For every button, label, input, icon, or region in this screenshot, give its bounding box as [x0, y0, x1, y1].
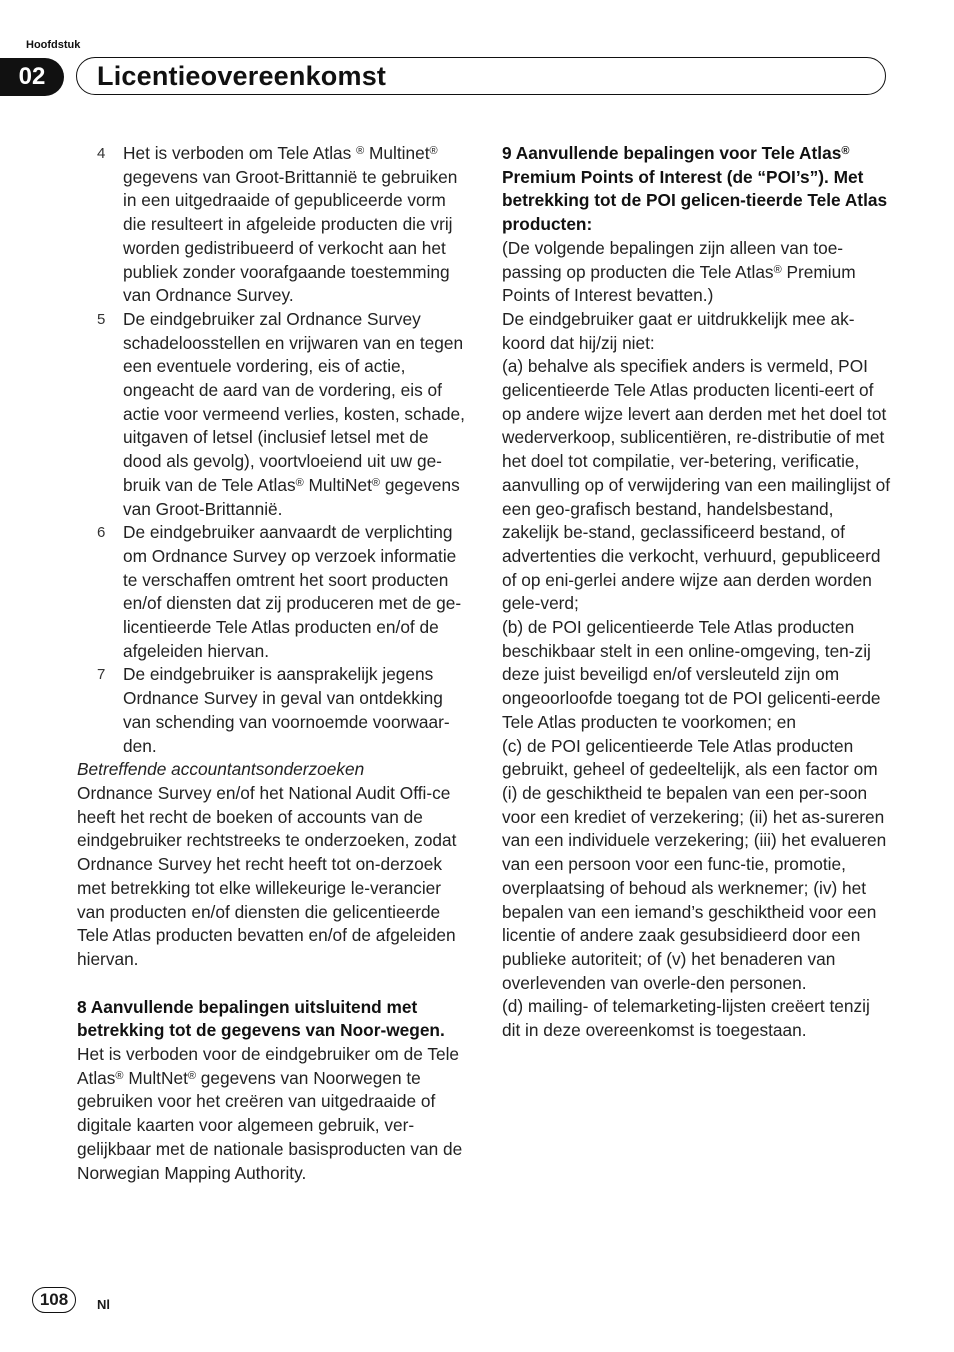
- left-column: [77, 142, 465, 1185]
- language-code: Nl: [97, 1297, 110, 1312]
- section-9-heading: 9 Aanvullende bepalingen voor Tele Atlas® Premium Points of Interest (de “POI’s”). Met betrekking tot de POI gelicen-tieerde Tele Atlas producten:: [502, 143, 888, 235]
- list-number: 4: [97, 145, 106, 162]
- section-9-intro: (De volgende bepalingen zijn alleen van toe-passing op producten die Tele Atlas® Premium Points of Interest bevatten.): [502, 237, 856, 306]
- clause-b: (b) de POI gelicentieerde Tele Atlas producten beschikbaar stelt in een online-omgeving, ten-zij deze juist beveiligd en/of versleuteld zijn om ongeoorloofde toegang tot de POI gelicenti-eerde Tele Atlas producten te voorkomen; en: [502, 617, 881, 732]
- chapter-label: Hoofdstuk: [26, 39, 81, 51]
- list-item-7: [77, 663, 465, 758]
- clause-d: (d) mailing- of telemarketing-lijsten creëert tenzij dit in deze overeenkomst is toegestaan.: [502, 996, 870, 1041]
- list-text: De eindgebruiker is aansprakelijk jegens Ordnance Survey in geval van ontdekking van schending van voornoemde voorwaar-den.: [123, 664, 450, 756]
- clause-c: (c) de POI gelicentieerde Tele Atlas producten gebruikt, geheel of gedeeltelijk, als een factor om (i) de geschiktheid te bepalen van een per-soon voor een krediet of verzekering; (ii) het as-sureren van een individuele verzekering; (iii) het evalueren van een persoon voor een func-tie, promotie, overplaatsing of behoud als werknemer; (iv) het bepalen van een iemand’s geschiktheid voor een licentie of andere zaak gesubsidieerd door een publieke autoriteit; of (v) het benaderen van overlevenden van overle-den personen.: [502, 735, 887, 993]
- list-item-4: [77, 142, 465, 308]
- list-number: 5: [97, 310, 106, 328]
- list-item-5: [77, 308, 465, 521]
- section-8-paragraph: Het is verboden voor de eindgebruiker om de Tele Atlas® MultNet® gegevens van Noorwegen te gebruiken voor het creëren van uitgedraaide of digitale kaarten voor algemeen gebruik, ver-gelijkbaar met de nationale basisproducten van de Norwegian Mapping Authority.: [77, 1044, 463, 1183]
- page-number: 108: [32, 1287, 76, 1313]
- section-9-agreement: De eindgebruiker gaat er uitdrukkelijk mee ak-koord dat hij/zij niet:: [502, 308, 855, 353]
- chapter-title: Licentieovereenkomst: [97, 60, 387, 91]
- list-number: 7: [97, 666, 106, 684]
- list-number: 6: [97, 524, 106, 542]
- right-column: [502, 142, 892, 1043]
- chapter-number-badge: 02: [0, 58, 64, 96]
- clause-a: (a) behalve als specifiek anders is vermeld, POI gelicentieerde Tele Atlas producten licenti-eert of op andere wijze levert aan derden met het doel tot wederverkoop, sublicentiëren, re-distributie of met het doel tot compilatie, ver-betering, verificatie, aanvulling op of verwijdering van een mailinglijst of een geo-grafisch bestand, handelsbestand, zakelijk be-stand, geclassificeerd bestand, of advertenties die verkocht, verhuurd, gepubliceerd of op eni-gerlei andere wijze aan derden worden gele-verd;: [502, 356, 891, 614]
- list-text: De eindgebruiker aanvaardt de verplichting om Ordnance Survey op verzoek informatie te verschaffen omtrent het soort producten en/of diensten dat zij produceren met de ge-licentieerde Tele Atlas producten en/of de afgeleiden hiervan.: [123, 522, 462, 661]
- audit-paragraph: Ordnance Survey en/of het National Audit Offi-ce heeft het recht de boeken of accounts van de eindgebruiker rechtstreeks te onderzoeken, zodat Ordnance Survey het recht heeft tot on-derzoek met betrekking tot elke willekeurige le-verancier van producten en/of diensten die gelicentieerde Tele Atlas producten bevatten en/of de afgeleiden hiervan.: [77, 782, 457, 969]
- list-item-6: [77, 521, 465, 663]
- section-8-heading: 8 Aanvullende bepalingen uitsluitend met betrekking tot de gegevens van Noor-wegen.: [77, 996, 445, 1041]
- list-text: Het is verboden om Tele Atlas ® Multinet® gegevens van Groot-Brittannië te gebruiken in een uitgedraaide of gepubliceerde vorm die resulteert in afgeleide producten die vrij worden gedistribueerd of verkocht aan het publiek zonder voorafgaande toestemming van Ordnance Survey.: [123, 143, 458, 306]
- audit-subheading: Betreffende accountantsonderzoeken: [77, 759, 365, 780]
- list-text: De eindgebruiker zal Ordnance Survey schadeloosstellen en vrijwaren van en tegen een eventuele vordering, eis of actie, ongeacht de aard van de vordering, eis of actie voor vermeend verlies, kosten, schade, uitgaven of letsel (inclusief letsel met de dood als gevolg), voortvloeiend uit uw ge-bruik van de Tele Atlas® MultiNet® gegevens van Groot-Brittannië.: [123, 308, 465, 519]
- chapter-title-bar: [76, 57, 886, 95]
